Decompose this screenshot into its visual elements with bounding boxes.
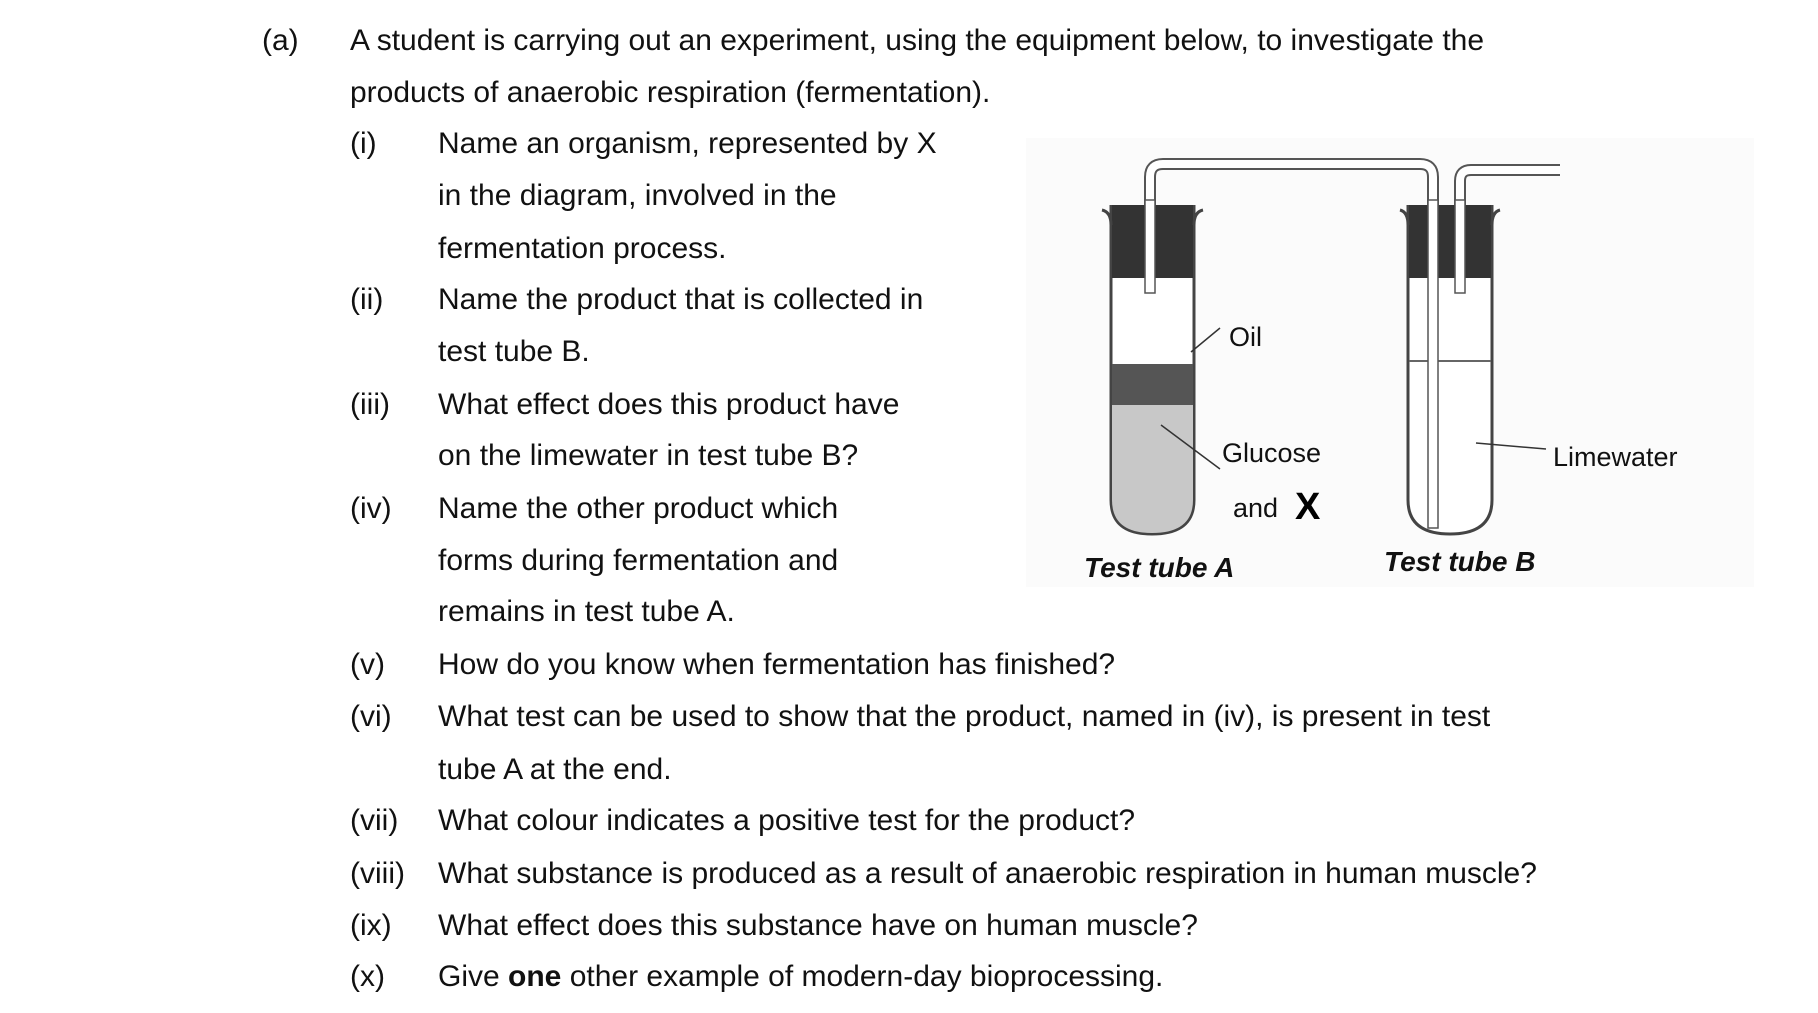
test-tube-b-caption: Test tube B bbox=[1384, 546, 1536, 577]
oil-label: Oil bbox=[1229, 322, 1262, 352]
intro-line-2: products of anaerobic respiration (fermentation). bbox=[350, 76, 991, 109]
question-text: fermentation process. bbox=[438, 232, 727, 265]
glucose-solution bbox=[1112, 405, 1193, 533]
intro-line-1: A student is carrying out an experiment, using the equipment below, to investigate the bbox=[350, 24, 1485, 57]
question-text: forms during fermentation and bbox=[438, 544, 839, 577]
part-label: (a) bbox=[262, 24, 299, 57]
question-number: (viii) bbox=[350, 857, 405, 890]
and-label: and bbox=[1233, 493, 1279, 523]
emphasis: one bbox=[508, 960, 562, 993]
question-number: (x) bbox=[350, 960, 385, 993]
question-number: (ix) bbox=[350, 909, 392, 942]
question-text: What colour indicates a positive test for the product? bbox=[438, 804, 1136, 837]
question-number: (iv) bbox=[350, 492, 392, 525]
question-number: (vi) bbox=[350, 700, 392, 733]
test-tube-b bbox=[1400, 205, 1500, 534]
x-label: X bbox=[1295, 486, 1321, 528]
text-pre: Give bbox=[438, 960, 509, 993]
oil-layer bbox=[1112, 364, 1193, 405]
question-text: What test can be used to show that the product, named in (iv), is present in test bbox=[438, 700, 1491, 733]
question-text: test tube B. bbox=[438, 335, 590, 368]
question-text: remains in test tube A. bbox=[438, 595, 735, 628]
question-text: Name the other product which bbox=[438, 492, 839, 525]
question-text: in the diagram, involved in the bbox=[438, 179, 837, 212]
question-text: What effect does this product have bbox=[438, 388, 900, 421]
question-text: Name an organism, represented by X bbox=[438, 127, 937, 160]
question-number: (vii) bbox=[350, 804, 399, 837]
question-number: (i) bbox=[350, 127, 377, 160]
question-number: (v) bbox=[350, 648, 385, 681]
text-post: other example of modern-day bioprocessing. bbox=[561, 960, 1164, 993]
question-text: Name the product that is collected in bbox=[438, 283, 924, 316]
question-number: (iii) bbox=[350, 388, 390, 421]
test-tube-a-caption: Test tube A bbox=[1084, 552, 1235, 583]
question-text: on the limewater in test tube B? bbox=[438, 439, 859, 472]
question-text: tube A at the end. bbox=[438, 753, 672, 786]
question-text: What effect does this substance have on human muscle? bbox=[438, 909, 1198, 942]
glucose-label: Glucose bbox=[1222, 438, 1322, 468]
question-text bbox=[438, 959, 1163, 995]
limewater-label: Limewater bbox=[1553, 442, 1678, 472]
question-number: (ii) bbox=[350, 283, 384, 316]
stopper-b bbox=[1409, 205, 1491, 278]
question-text: What substance is produced as a result of anaerobic respiration in human muscle? bbox=[438, 857, 1537, 890]
question-text: How do you know when fermentation has finished? bbox=[438, 648, 1116, 681]
